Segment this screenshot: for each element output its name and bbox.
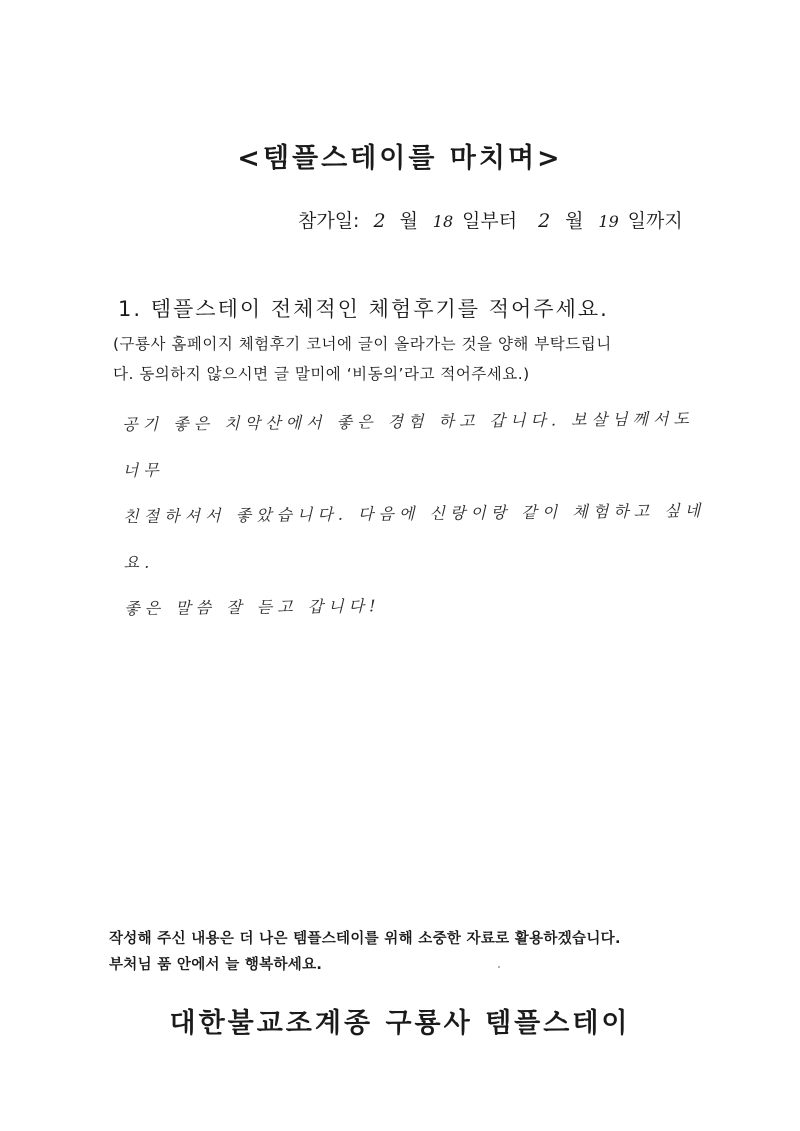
start-month-unit: 월	[399, 210, 418, 232]
answer-line: 좋은 말씀 잘 듣고 갑니다!	[124, 596, 381, 618]
handwritten-answer	[122, 396, 724, 632]
start-month-value: 2	[373, 210, 386, 232]
from-text: 일부터	[462, 210, 518, 232]
scan-speck	[498, 966, 500, 968]
footer-note	[109, 926, 621, 978]
organization-name: 대한불교조계종 구룡사 템플스테이	[169, 1008, 631, 1039]
end-day-value: 19	[598, 212, 619, 231]
end-month-value: 2	[538, 210, 551, 232]
question-note-line: 다. 동의하지 않으시면 글 말미에 ‘비동의’라고 적어주세요.)	[113, 365, 530, 383]
answer-line: 친절하셔서 좋았습니다. 다음에 신랑이랑 같이 체험하고 싶네요.	[123, 500, 706, 572]
footer-line: 부처님 품 안에서 늘 행복하세요.	[109, 957, 323, 973]
answer-line: 공기 좋은 치악산에서 좋은 경험 하고 갑니다. 보살님께서도 너무	[122, 409, 694, 480]
form-title: <템플스테이를 마치며>	[237, 143, 563, 174]
participation-period	[298, 206, 683, 233]
footer-line: 작성해 주신 내용은 더 나은 템플스테이를 위해 소중한 자료로 활용하겠습니다.	[109, 931, 621, 947]
participation-label: 참가일:	[298, 210, 360, 232]
question-note-line: (구룡사 홈페이지 체험후기 코너에 글이 올라가는 것을 양해 부탁드립니	[113, 335, 612, 353]
start-day-value: 18	[432, 212, 454, 231]
question-title: 1. 템플스테이 전체적인 체험후기를 적어주세요.	[118, 297, 609, 321]
until-text: 일까지	[627, 210, 683, 232]
end-month-unit: 월	[565, 210, 584, 232]
question-note	[113, 329, 693, 389]
